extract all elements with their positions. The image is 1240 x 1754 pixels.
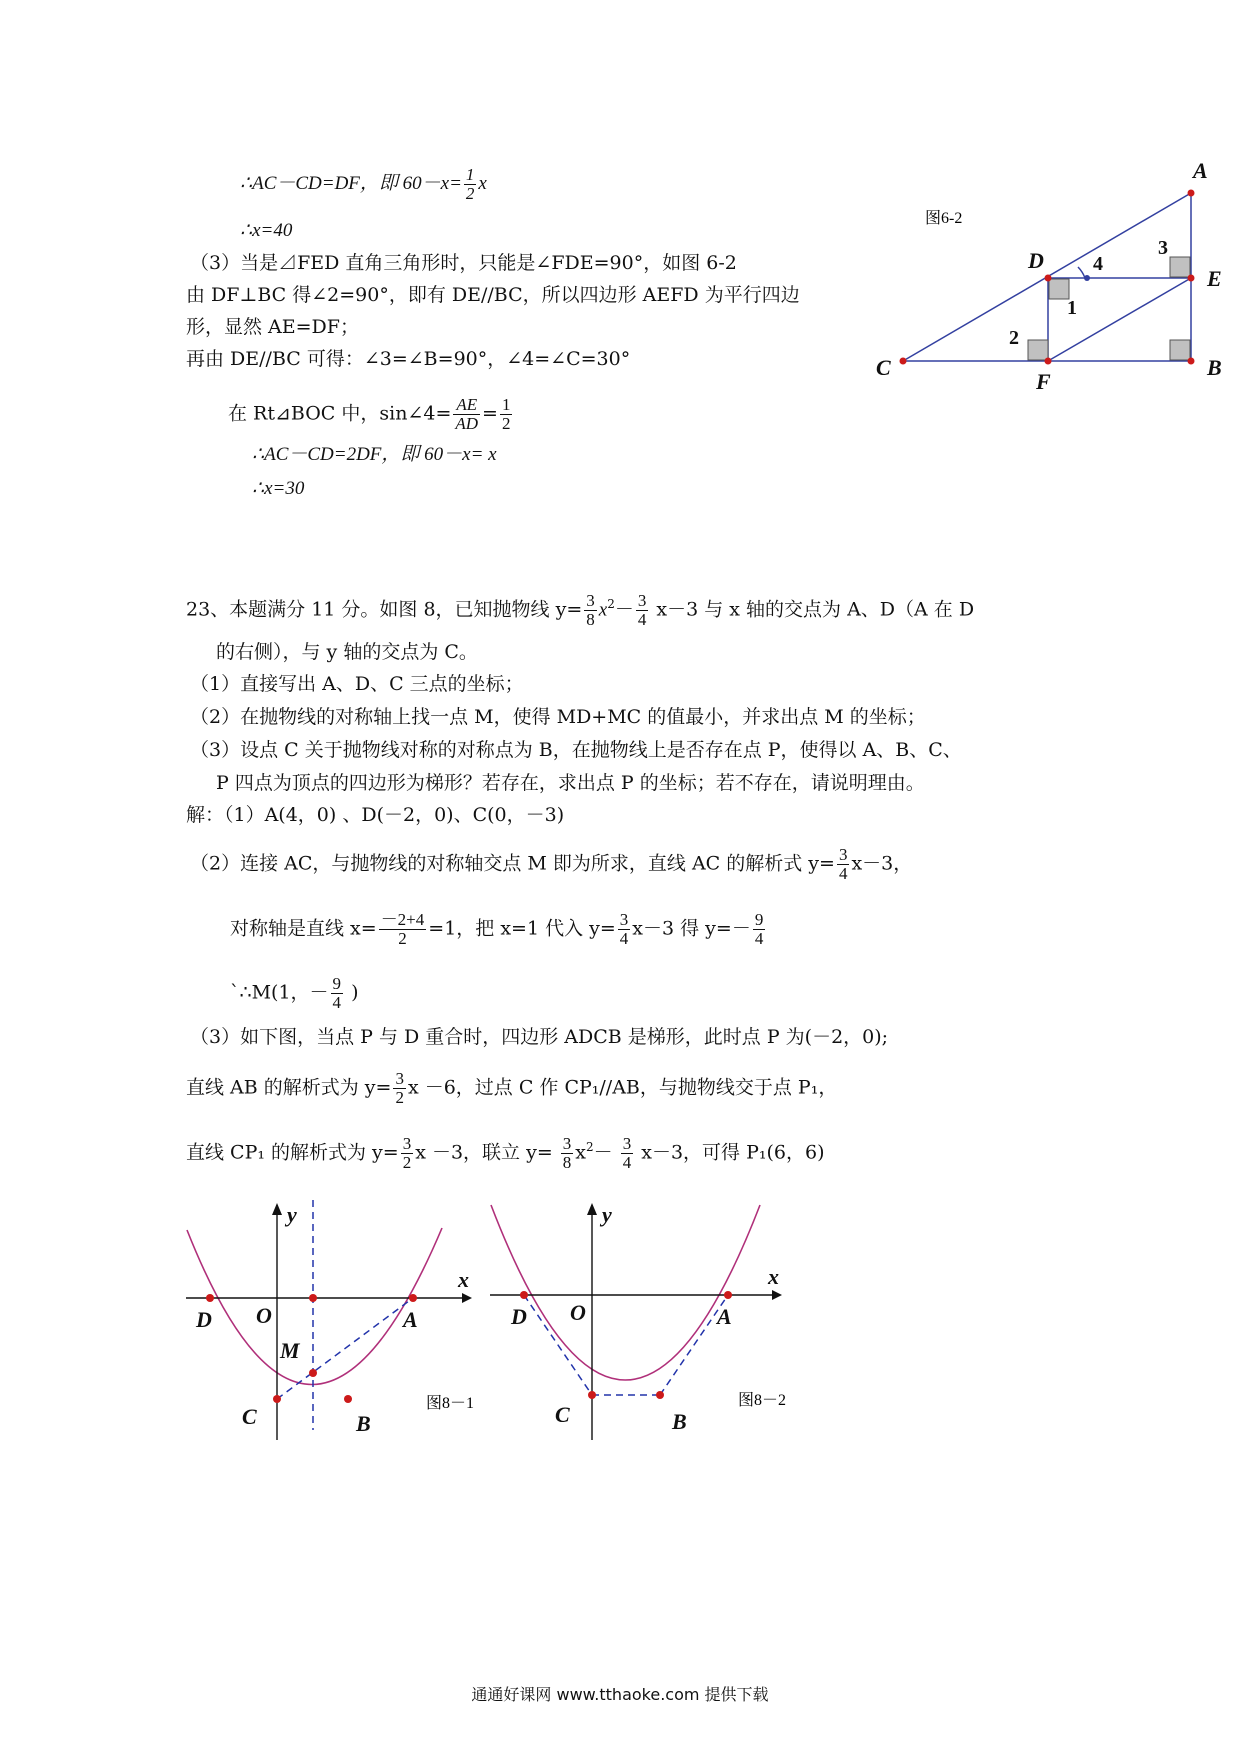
part3-line6: ∴AC－CD=2DF，即 60－x= x [252,444,497,465]
fig82-b-label: B [672,1409,687,1434]
part3-line3: 形，显然 AE=DF； [186,316,359,338]
part3-line5: 在 Rt⊿BOC 中，sin∠4= $\frac{AE}{AD}$ = $\frac{1}{2}$ [228,395,511,433]
fig62-caption: 图6-2 [925,210,963,227]
label-3: 3 [1158,237,1168,259]
part3-line4: 再由 DE//BC 可得：∠3=∠B=90°，∠4=∠C=30° [186,348,631,370]
label-a: A [1193,158,1208,183]
part3-line7: ∴x=30 [252,478,305,499]
fig82-c-label: C [555,1402,570,1427]
label-4: 4 [1093,253,1103,275]
fig81-caption: 图8－1 [426,1395,475,1412]
q23-stem-line2: 的右侧），与 y 轴的交点为 C。 [216,641,478,663]
sol-1: 解：（1）A(4，0) 、D(－2，0)、C(0，－3) [186,804,565,826]
q23-sub2: （2）在抛物线的对称轴上找一点 M，使得 MD+MC 的值最小，并求出点 M 的坐标； [190,706,926,728]
eq-line-ac-cd-df: ∴AC－CD=DF，即 60－x= $\frac{1}{2}$ x [240,165,487,203]
fraction-one-half: $\frac{1}{2}$ [465,165,475,203]
sol-4: `∴M(1，－ $\frac{9}{4}$ ) [230,974,359,1012]
fig82-caption: 图8－2 [738,1392,787,1409]
label-d: D [1028,248,1044,273]
label-e: E [1207,266,1222,291]
fig82-d-label: D [511,1304,527,1329]
label-b: B [1207,355,1222,380]
fig81-a-label: A [403,1307,418,1332]
figure-8-2 [485,1195,795,1455]
sol-6: 直线 AB 的解析式为 y= $\frac{3}{2}$ x －6，过点 C 作 CP₁//AB，与抛物线交于点 P₁， [186,1069,838,1107]
fraction-one-half-b: $\frac{1}{2}$ [501,395,511,433]
fig82-x-label: x [768,1264,779,1289]
figure-8-1 [180,1195,490,1455]
label-f: F [1036,369,1051,390]
q23-sub3: （3）设点 C 关于抛物线对称的对称点为 B，在抛物线上是否存在点 P，使得以 A、B、C、 [190,739,962,761]
part3-line2: 由 DF⊥BC 得∠2=90°，即有 DE//BC，所以四边形 AEFD 为平行四边 [186,284,800,306]
sol-3: 对称轴是直线 x= $\frac{-2+4}{2}$ =1，把 x=1 代入 y= $\frac{3}{4}$ x－3 得 y=－ $\frac{9}{4}$ [230,910,764,948]
label-2: 2 [1009,327,1019,349]
label-c: C [876,355,891,380]
q23-sub3-cont: P 四点为顶点的四边形为梯形？若存在，求出点 P 的坐标；若不存在，请说明理由。 [216,772,925,794]
fig81-b-label: B [356,1411,371,1436]
q23-sub1: （1）直接写出 A、D、C 三点的坐标； [190,673,524,695]
part3-line1: （3）当是⊿FED 直角三角形时，只能是∠FDE=90°，如图 6-2 [190,252,737,274]
fig81-m-label: M [280,1338,300,1363]
fig81-o-label: O [256,1303,272,1328]
fig81-y-label: y [287,1202,297,1227]
sol-7: 直线 CP₁ 的解析式为 y= $\frac{3}{2}$ x －3，联立 y= $\frac{3}{8}$ $x^2-$ $\frac{3}{4}$ x－3，可得 P₁(6，6) [186,1134,825,1172]
figure-6-2 [850,150,1230,390]
fig82-a-label: A [717,1304,732,1329]
label-1: 1 [1067,297,1077,319]
eq-x-40: ∴x=40 [240,220,293,241]
sol-2: （2）连接 AC，与抛物线的对称轴交点 M 即为所求，直线 AC 的解析式 y= $\frac{3}{4}$ x－3， [190,845,913,883]
page-footer: 通通好课网 www.tthaoke.com 提供下载 [471,1685,769,1704]
fig81-x-label: x [458,1267,469,1292]
fig82-y-label: y [602,1202,612,1227]
fig81-d-label: D [196,1307,212,1332]
sol-5: （3）如下图，当点 P 与 D 重合时，四边形 ADCB 是梯形，此时点 P 为(－2，0); [190,1026,889,1048]
q23-stem-line1: 23、本题满分 11 分。如图 8，已知抛物线 y= $\frac{3}{8}$ $x^2-$ $\frac{3}{4}$ x－3 与 x 轴的交点为 A、D（A 在 D [186,591,975,629]
fig81-c-label: C [242,1404,257,1429]
fig82-o-label: O [570,1300,586,1325]
fraction-ae-ad: $\frac{AE}{AD}$ [455,395,479,433]
